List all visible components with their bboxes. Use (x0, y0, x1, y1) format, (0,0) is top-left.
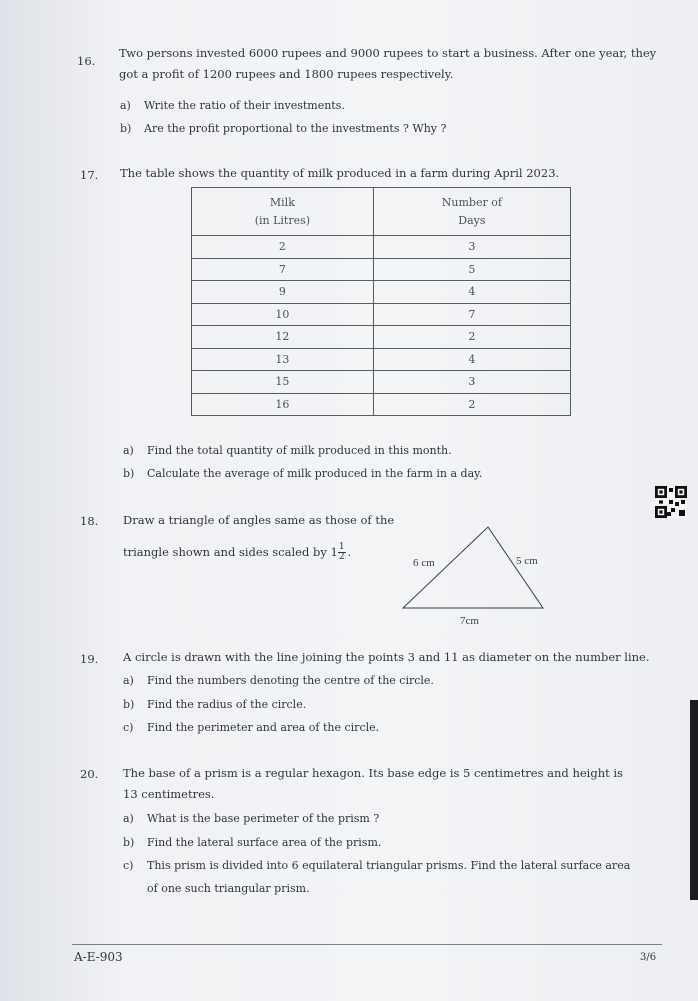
q16-a-label: a) (120, 99, 131, 112)
q19-a-label: a) (123, 674, 134, 687)
q20-a-text: What is the base perimeter of the prism ? (147, 812, 380, 825)
q20-b-label: b) (123, 836, 135, 849)
days-cell: 3 (373, 371, 570, 394)
paper-code: A-E-903 (74, 950, 123, 964)
q20-line2: 13 centimetres. (123, 787, 215, 802)
milk-cell: 10 (192, 303, 374, 326)
q17-text: The table shows the quantity of milk produced in a farm during April 2023. (120, 166, 560, 180)
milk-cell: 2 (192, 236, 374, 259)
q17-b-label: b) (123, 467, 135, 480)
milk-cell: 16 (192, 393, 374, 416)
days-cell: 5 (373, 258, 570, 281)
q17-part-b (123, 467, 482, 480)
page-edge-shadow (690, 700, 698, 900)
q16-part-a (120, 99, 345, 112)
table-header-row (192, 188, 571, 236)
days-cell: 2 (373, 393, 570, 416)
q17-part-a (123, 444, 452, 457)
table-row (192, 236, 571, 259)
q18-line1: Draw a triangle of angles same as those of the (123, 513, 395, 527)
q17-number: 17. (80, 168, 99, 182)
q20-c-text-line1: This prism is divided into 6 equilateral triangular prisms. Find the lateral surface area (147, 859, 631, 872)
col-milk-header (192, 188, 374, 236)
q18-line2: triangle shown and sides scaled by 1 $\frac{1}{2}$ . (123, 542, 352, 562)
q20-part-a (123, 812, 379, 825)
q19-b-label: b) (123, 698, 135, 711)
q17-b-text: Calculate the average of milk produced in the farm in a day. (147, 467, 483, 480)
milk-cell: 13 (192, 348, 374, 371)
q16-a-text: Write the ratio of their investments. (144, 99, 345, 112)
fraction-numerator: 1 (338, 542, 345, 552)
q19-text: A circle is drawn with the line joining the points 3 and 11 as diameter on the number line. (123, 650, 650, 664)
col-days-line2: Days (458, 213, 486, 227)
table-row (192, 281, 571, 304)
triangle-side-right-label: 5 cm (516, 555, 538, 567)
q19-c-text: Find the perimeter and area of the circle. (147, 721, 380, 734)
days-cell: 2 (373, 326, 570, 349)
q16-b-text: Are the profit proportional to the investments ? Why ? (144, 122, 447, 135)
milk-cell: 12 (192, 326, 374, 349)
q19-c-label: c) (123, 721, 134, 734)
page-number: 3/6 (640, 952, 657, 963)
q16-text (119, 46, 669, 82)
q16-line1: Two persons invested 6000 rupees and 9000 rupees to start a business. After one year, they (119, 46, 657, 60)
q19-part-a (123, 674, 434, 687)
fraction-denominator: 2 (338, 552, 345, 562)
q20-part-b (123, 836, 381, 849)
q20-part-c (123, 859, 630, 872)
table-row (192, 393, 571, 416)
milk-table (191, 187, 571, 416)
q20-line1: The base of a prism is a regular hexagon. Its base edge is 5 centimetres and height is (123, 766, 623, 780)
q19-b-text: Find the radius of the circle. (147, 698, 307, 711)
triangle-diagram (395, 520, 555, 628)
q16-b-label: b) (120, 122, 132, 135)
triangle-base-label: 7cm (460, 615, 479, 627)
q18-line2-text: triangle shown and sides scaled by 1 (123, 545, 338, 560)
triangle-side-left-label: 6 cm (413, 557, 435, 569)
q19-part-b (123, 698, 306, 711)
col-days-line1: Number of (441, 195, 502, 209)
q16-number: 16. (77, 54, 96, 68)
days-cell: 4 (373, 348, 570, 371)
q20-c-label: c) (123, 859, 134, 872)
q17-a-label: a) (123, 444, 134, 457)
q20-text (123, 766, 668, 802)
milk-cell: 7 (192, 258, 374, 281)
scale-fraction (338, 543, 346, 562)
days-cell: 4 (373, 281, 570, 304)
table-row (192, 258, 571, 281)
table-row (192, 348, 571, 371)
q20-b-text: Find the lateral surface area of the prism. (147, 836, 382, 849)
q16-part-b (120, 122, 446, 135)
col-milk-line1: Milk (269, 195, 295, 209)
milk-cell: 9 (192, 281, 374, 304)
days-cell: 3 (373, 236, 570, 259)
q19-number: 19. (80, 652, 99, 666)
q17-a-text: Find the total quantity of milk produced in this month. (147, 444, 452, 457)
col-days-header (373, 188, 570, 236)
q18-number: 18. (80, 514, 99, 528)
q19-a-text: Find the numbers denoting the centre of the circle. (147, 674, 434, 687)
q20-c-text-line2: of one such triangular prism. (147, 882, 310, 895)
table-row (192, 326, 571, 349)
milk-cell: 15 (192, 371, 374, 394)
table-row (192, 303, 571, 326)
q16-line2: got a profit of 1200 rupees and 1800 rupees respectively. (119, 67, 454, 82)
col-milk-line2: (in Litres) (254, 213, 311, 227)
days-cell: 7 (373, 303, 570, 326)
q20-a-label: a) (123, 812, 134, 825)
q19-part-c (123, 721, 379, 734)
table-row (192, 371, 571, 394)
footer-divider (72, 944, 662, 945)
q20-number: 20. (80, 767, 99, 781)
qr-code-icon (655, 486, 687, 518)
